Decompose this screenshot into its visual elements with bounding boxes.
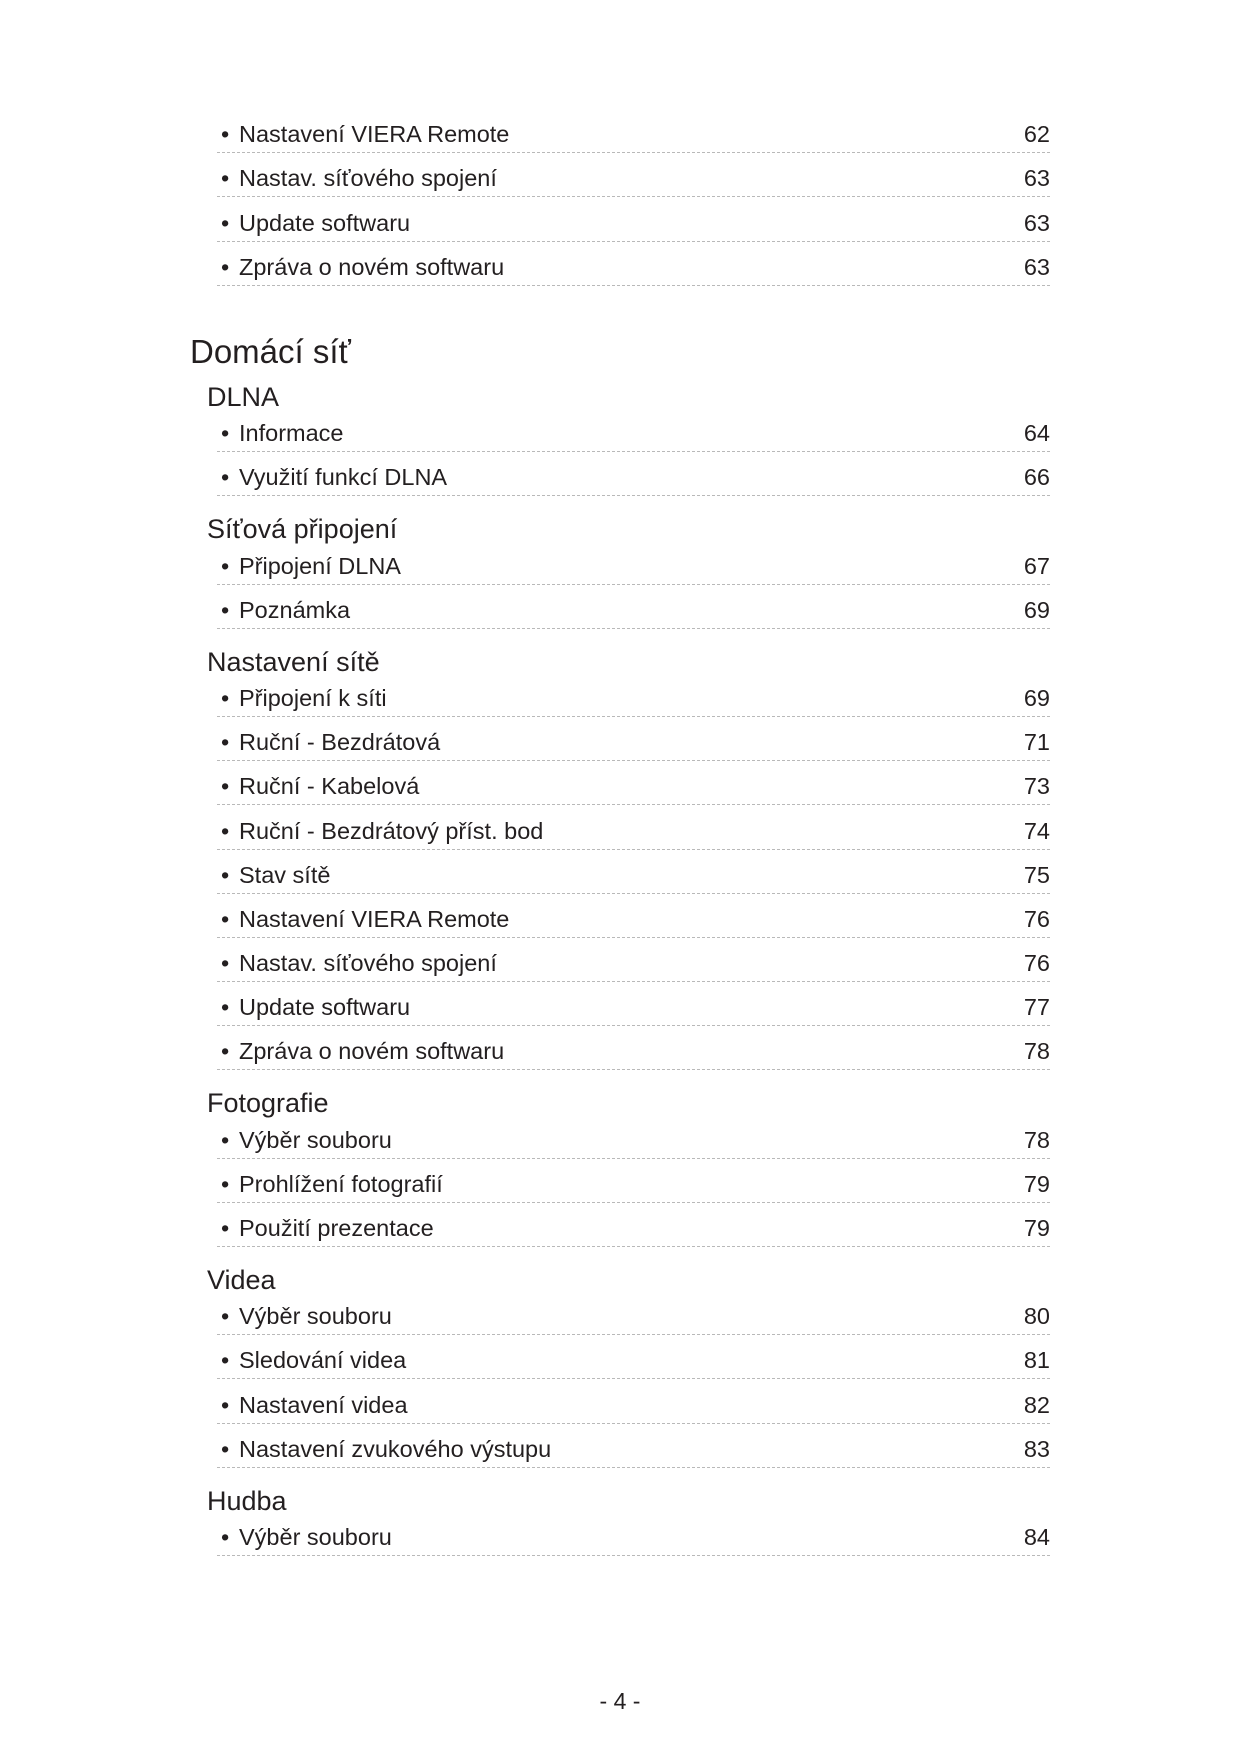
bullet-icon: • xyxy=(221,905,230,932)
toc-entry[interactable] xyxy=(217,982,1050,1026)
bullet-icon: • xyxy=(221,1303,230,1330)
bullet-icon: • xyxy=(221,420,230,447)
toc-list-dlna xyxy=(190,408,1050,496)
bullet-icon: • xyxy=(221,729,230,756)
toc-entry[interactable] xyxy=(217,1424,1050,1468)
toc-entry-page: 82 xyxy=(1023,1391,1050,1418)
toc-entry-label: Výběr souboru xyxy=(239,1523,392,1550)
toc-continuation xyxy=(190,109,1050,286)
toc-entry[interactable] xyxy=(217,153,1050,197)
toc-entry-page: 69 xyxy=(1023,684,1050,711)
bullet-icon: • xyxy=(221,596,230,623)
bullet-icon: • xyxy=(221,1170,230,1197)
toc-entry[interactable] xyxy=(217,1159,1050,1203)
bullet-icon: • xyxy=(221,165,230,192)
toc-entry-label: Nastavení VIERA Remote xyxy=(239,905,510,932)
toc-entry[interactable] xyxy=(217,894,1050,938)
toc-entry[interactable] xyxy=(217,1203,1050,1247)
toc-entry[interactable] xyxy=(217,1026,1050,1070)
toc-entry[interactable] xyxy=(217,585,1050,629)
toc-entry-label: Zpráva o novém softwaru xyxy=(239,1038,505,1065)
toc-entry-label: Použití prezentace xyxy=(239,1215,434,1241)
toc-list-videos xyxy=(190,1291,1050,1468)
chapter-title[interactable]: Domácí síť xyxy=(190,333,351,370)
toc-entry[interactable] xyxy=(217,452,1050,496)
toc-list-photos xyxy=(190,1114,1050,1247)
toc-chapter xyxy=(190,330,1050,1556)
toc-entry[interactable] xyxy=(217,938,1050,982)
toc-entry[interactable] xyxy=(217,1291,1050,1335)
toc-entry[interactable] xyxy=(217,1379,1050,1423)
toc-list-continuation xyxy=(190,109,1050,286)
toc-entry-page: 80 xyxy=(1023,1303,1050,1330)
toc-entry-page: 62 xyxy=(1023,121,1050,148)
toc-entry[interactable] xyxy=(217,242,1050,286)
bullet-icon: • xyxy=(221,861,230,888)
toc-entry[interactable] xyxy=(217,717,1050,761)
toc-entry-page: 67 xyxy=(1023,552,1050,579)
bullet-icon: • xyxy=(221,253,230,280)
toc-entry[interactable] xyxy=(217,109,1050,153)
bullet-icon: • xyxy=(221,684,230,711)
toc-entry-page: 75 xyxy=(1023,861,1050,888)
toc-entry[interactable] xyxy=(217,1114,1050,1158)
toc-entry-page: 79 xyxy=(1023,1215,1050,1241)
toc-entry-page: 78 xyxy=(1023,1038,1050,1065)
bullet-icon: • xyxy=(221,552,230,579)
toc-entry[interactable] xyxy=(217,408,1050,452)
toc-entry-label: Výběr souboru xyxy=(239,1303,392,1330)
toc-entry-page: 76 xyxy=(1023,950,1050,977)
toc-entry-page: 69 xyxy=(1023,596,1050,623)
toc-entry-label: Připojení k síti xyxy=(239,684,387,711)
toc-entry[interactable] xyxy=(217,850,1050,894)
bullet-icon: • xyxy=(221,1347,230,1374)
toc-entry-page: 76 xyxy=(1023,905,1050,932)
bullet-icon: • xyxy=(221,1435,230,1462)
toc-entry-label: Výběr souboru xyxy=(239,1126,392,1153)
toc-entry-label: Připojení DLNA xyxy=(239,552,401,579)
section-title-photos[interactable]: Fotografie xyxy=(207,1088,329,1119)
bullet-icon: • xyxy=(221,1126,230,1153)
bullet-icon: • xyxy=(221,994,230,1021)
page-number: - 4 - xyxy=(599,1688,641,1714)
toc-entry-page: 83 xyxy=(1023,1435,1050,1462)
toc-entry-label: Sledování videa xyxy=(239,1347,407,1374)
toc-entry-label: Update softwaru xyxy=(239,209,411,236)
toc-entry-label: Nastavení VIERA Remote xyxy=(239,121,510,148)
bullet-icon: • xyxy=(221,1038,230,1065)
toc-entry-label: Nastav. síťového spojení xyxy=(239,165,497,192)
toc-entry-page: 71 xyxy=(1023,729,1050,756)
toc-entry[interactable] xyxy=(217,1335,1050,1379)
toc-entry-page: 84 xyxy=(1023,1523,1050,1550)
toc-entry[interactable] xyxy=(217,1512,1050,1556)
section-title-videos[interactable]: Videa xyxy=(207,1265,276,1295)
toc-entry-label: Ruční - Kabelová xyxy=(239,773,420,800)
bullet-icon: • xyxy=(221,1391,230,1418)
toc-entry-label: Ruční - Bezdrátová xyxy=(239,729,441,756)
toc-entry-label: Stav sítě xyxy=(239,861,331,888)
section-title-dlna[interactable]: DLNA xyxy=(207,382,280,412)
toc-entry-page: 73 xyxy=(1023,773,1050,800)
toc-entry-label: Zpráva o novém softwaru xyxy=(239,253,505,280)
bullet-icon: • xyxy=(221,464,230,491)
section-title-music[interactable]: Hudba xyxy=(207,1485,287,1516)
toc-entry-label: Ruční - Bezdrátový příst. bod xyxy=(239,817,544,844)
toc-entry-page: 63 xyxy=(1023,209,1050,236)
toc-entry-label: Informace xyxy=(239,420,344,447)
section-title-network-connections[interactable]: Síťová připojení xyxy=(207,514,398,545)
toc-entry-page: 66 xyxy=(1023,464,1050,491)
toc-entry-page: 63 xyxy=(1023,253,1050,280)
toc-entry-page: 78 xyxy=(1023,1126,1050,1153)
bullet-icon: • xyxy=(221,1215,230,1241)
toc-list-network-settings xyxy=(190,673,1050,1071)
toc-entry-page: 79 xyxy=(1023,1170,1050,1197)
toc-entry-label: Poznámka xyxy=(239,596,351,623)
bullet-icon: • xyxy=(221,773,230,800)
toc-entry-page: 64 xyxy=(1023,420,1050,447)
bullet-icon: • xyxy=(221,950,230,977)
toc-entry-label: Nastav. síťového spojení xyxy=(239,950,497,977)
toc-entry[interactable] xyxy=(217,805,1050,849)
toc-entry-label: Update softwaru xyxy=(239,994,411,1021)
bullet-icon: • xyxy=(221,1523,230,1550)
toc-entry-page: 63 xyxy=(1023,165,1050,192)
section-title-network-settings[interactable]: Nastavení sítě xyxy=(207,646,380,677)
toc-entry-page: 77 xyxy=(1023,994,1050,1021)
toc-entry-page: 74 xyxy=(1023,817,1050,844)
toc-entry-label: Prohlížení fotografií xyxy=(239,1170,443,1197)
toc-entry-label: Nastavení zvukového výstupu xyxy=(239,1435,552,1462)
toc-list-music xyxy=(190,1512,1050,1556)
toc-entry-page: 81 xyxy=(1023,1347,1050,1374)
bullet-icon: • xyxy=(221,817,230,844)
toc-entry-label: Využití funkcí DLNA xyxy=(239,464,448,491)
toc-entry[interactable] xyxy=(217,197,1050,241)
toc-list-network-connections xyxy=(190,540,1050,628)
bullet-icon: • xyxy=(221,121,230,148)
bullet-icon: • xyxy=(221,209,230,236)
toc-entry-label: Nastavení videa xyxy=(239,1391,408,1418)
toc-entry[interactable] xyxy=(217,761,1050,805)
